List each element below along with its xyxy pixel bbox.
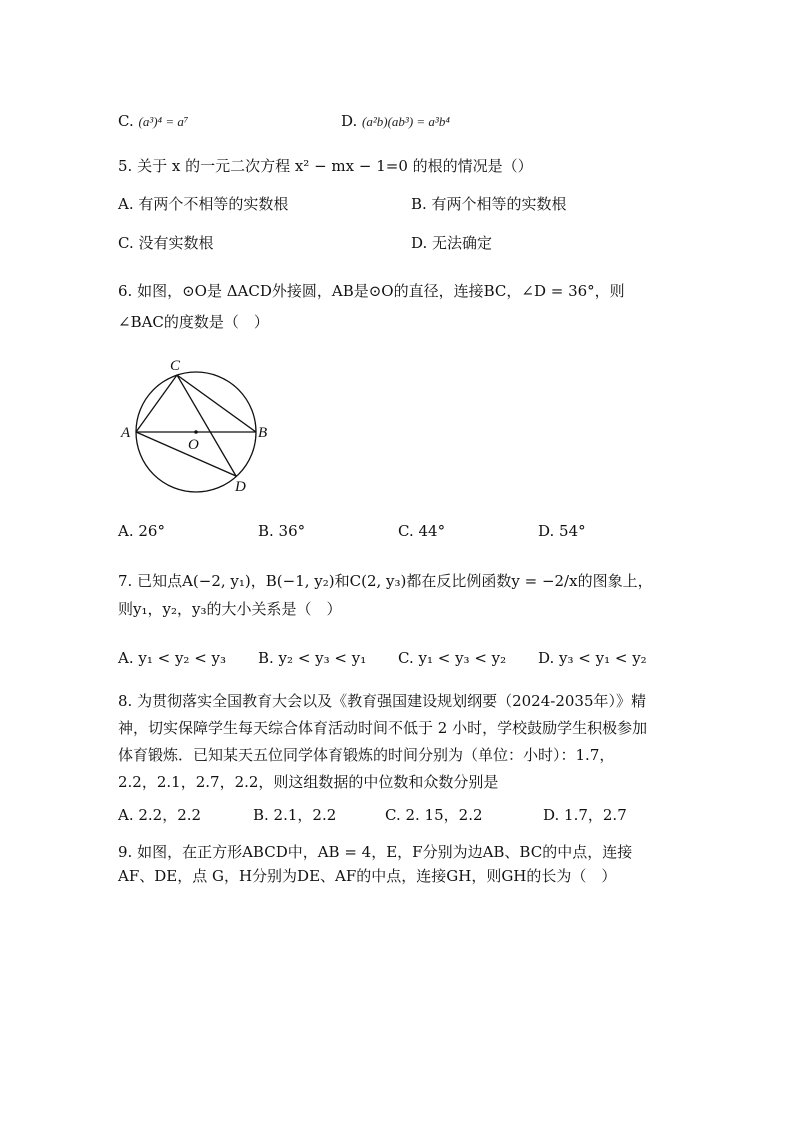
q5-option-d: D. 无法确定 <box>411 234 493 252</box>
q4-option-d <box>341 110 450 133</box>
q8-question-line4: 2.2，2.1，2.7，2.2，则这组数据的中位数和众数分别是 <box>118 773 499 791</box>
q8-option-c: C. 2. 15，2.2 <box>385 806 483 824</box>
q8-question-line1: 8. 为贯彻落实全国教育大会以及《教育强国建设规划纲要（2024-2035年）》精 <box>118 692 646 710</box>
option-label: D. <box>341 112 358 130</box>
q8-question-line2: 神，切实保障学生每天综合体育活动时间不低于 2 小时，学校鼓励学生积极参加 <box>118 719 648 737</box>
q8-option-b: B. 2.1，2.2 <box>253 806 337 824</box>
q8-question-line3: 体育锻炼．已知某天五位同学体育锻炼的时间分别为（单位：小时）：1.7， <box>118 746 615 764</box>
label-d: D <box>235 479 246 495</box>
q4-option-c <box>118 110 188 133</box>
q9-question-line2: AF、DE，点 G，H分别为DE、AF的中点，连接GH，则GH的长为（ ） <box>118 867 617 885</box>
q6-option-c: C. 44° <box>398 522 446 540</box>
math-expression: (a²b)(ab³) = a³b⁴ <box>362 114 450 129</box>
segment-cd <box>177 375 236 476</box>
q7-option-b: B. y₂ < y₃ < y₁ <box>258 649 367 667</box>
q9-question-line1: 9. 如图，在正方形ABCD中，AB = 4，E，F分别为边AB、BC的中点，连接 <box>118 843 633 861</box>
q6-option-b: B. 36° <box>258 522 306 540</box>
q7-option-d: D. y₃ < y₁ < y₂ <box>538 649 647 667</box>
math-expression: (a³)⁴ = a⁷ <box>138 114 189 129</box>
segment-ac <box>136 375 177 432</box>
q7-option-a: A. y₁ < y₂ < y₃ <box>118 649 227 667</box>
label-c: C <box>170 358 181 374</box>
q6-option-d: D. 54° <box>538 522 586 540</box>
q7-question-line2: 则y₁，y₂，y₃的大小关系是（ ） <box>118 600 342 618</box>
label-a: A <box>121 425 131 441</box>
q7-question-line1: 7. 已知点A(−2, y₁)，B(−1, y₂)和C(2, y₃)都在反比例函数y = −2/x的图象上， <box>118 572 653 590</box>
segment-cb <box>177 375 256 432</box>
segment-ad <box>136 432 236 476</box>
q6-question-line1: 6. 如图，⊙O是 ΔACD外接圆，AB是⊙O的直径，连接BC，∠D = 36°，则 <box>118 282 625 300</box>
circle-geometry-figure <box>118 354 288 504</box>
option-label: C. <box>118 112 134 130</box>
q5-question: 5. 关于 x 的一元二次方程 x² − mx − 1=0 的根的情况是（） <box>118 157 533 175</box>
q5-option-c: C. 没有实数根 <box>118 234 214 252</box>
q8-option-a: A. 2.2，2.2 <box>118 806 202 824</box>
center-point <box>194 430 198 434</box>
q6-option-a: A. 26° <box>118 522 165 540</box>
label-b: B <box>258 425 268 441</box>
q5-option-b: B. 有两个相等的实数根 <box>411 195 567 213</box>
q8-option-d: D. 1.7，2.7 <box>543 806 627 824</box>
label-o: O <box>188 437 199 453</box>
q6-question-line2: ∠BAC的度数是（ ） <box>118 313 269 331</box>
q5-option-a: A. 有两个不相等的实数根 <box>118 195 289 213</box>
q7-option-c: C. y₁ < y₃ < y₂ <box>398 649 507 667</box>
